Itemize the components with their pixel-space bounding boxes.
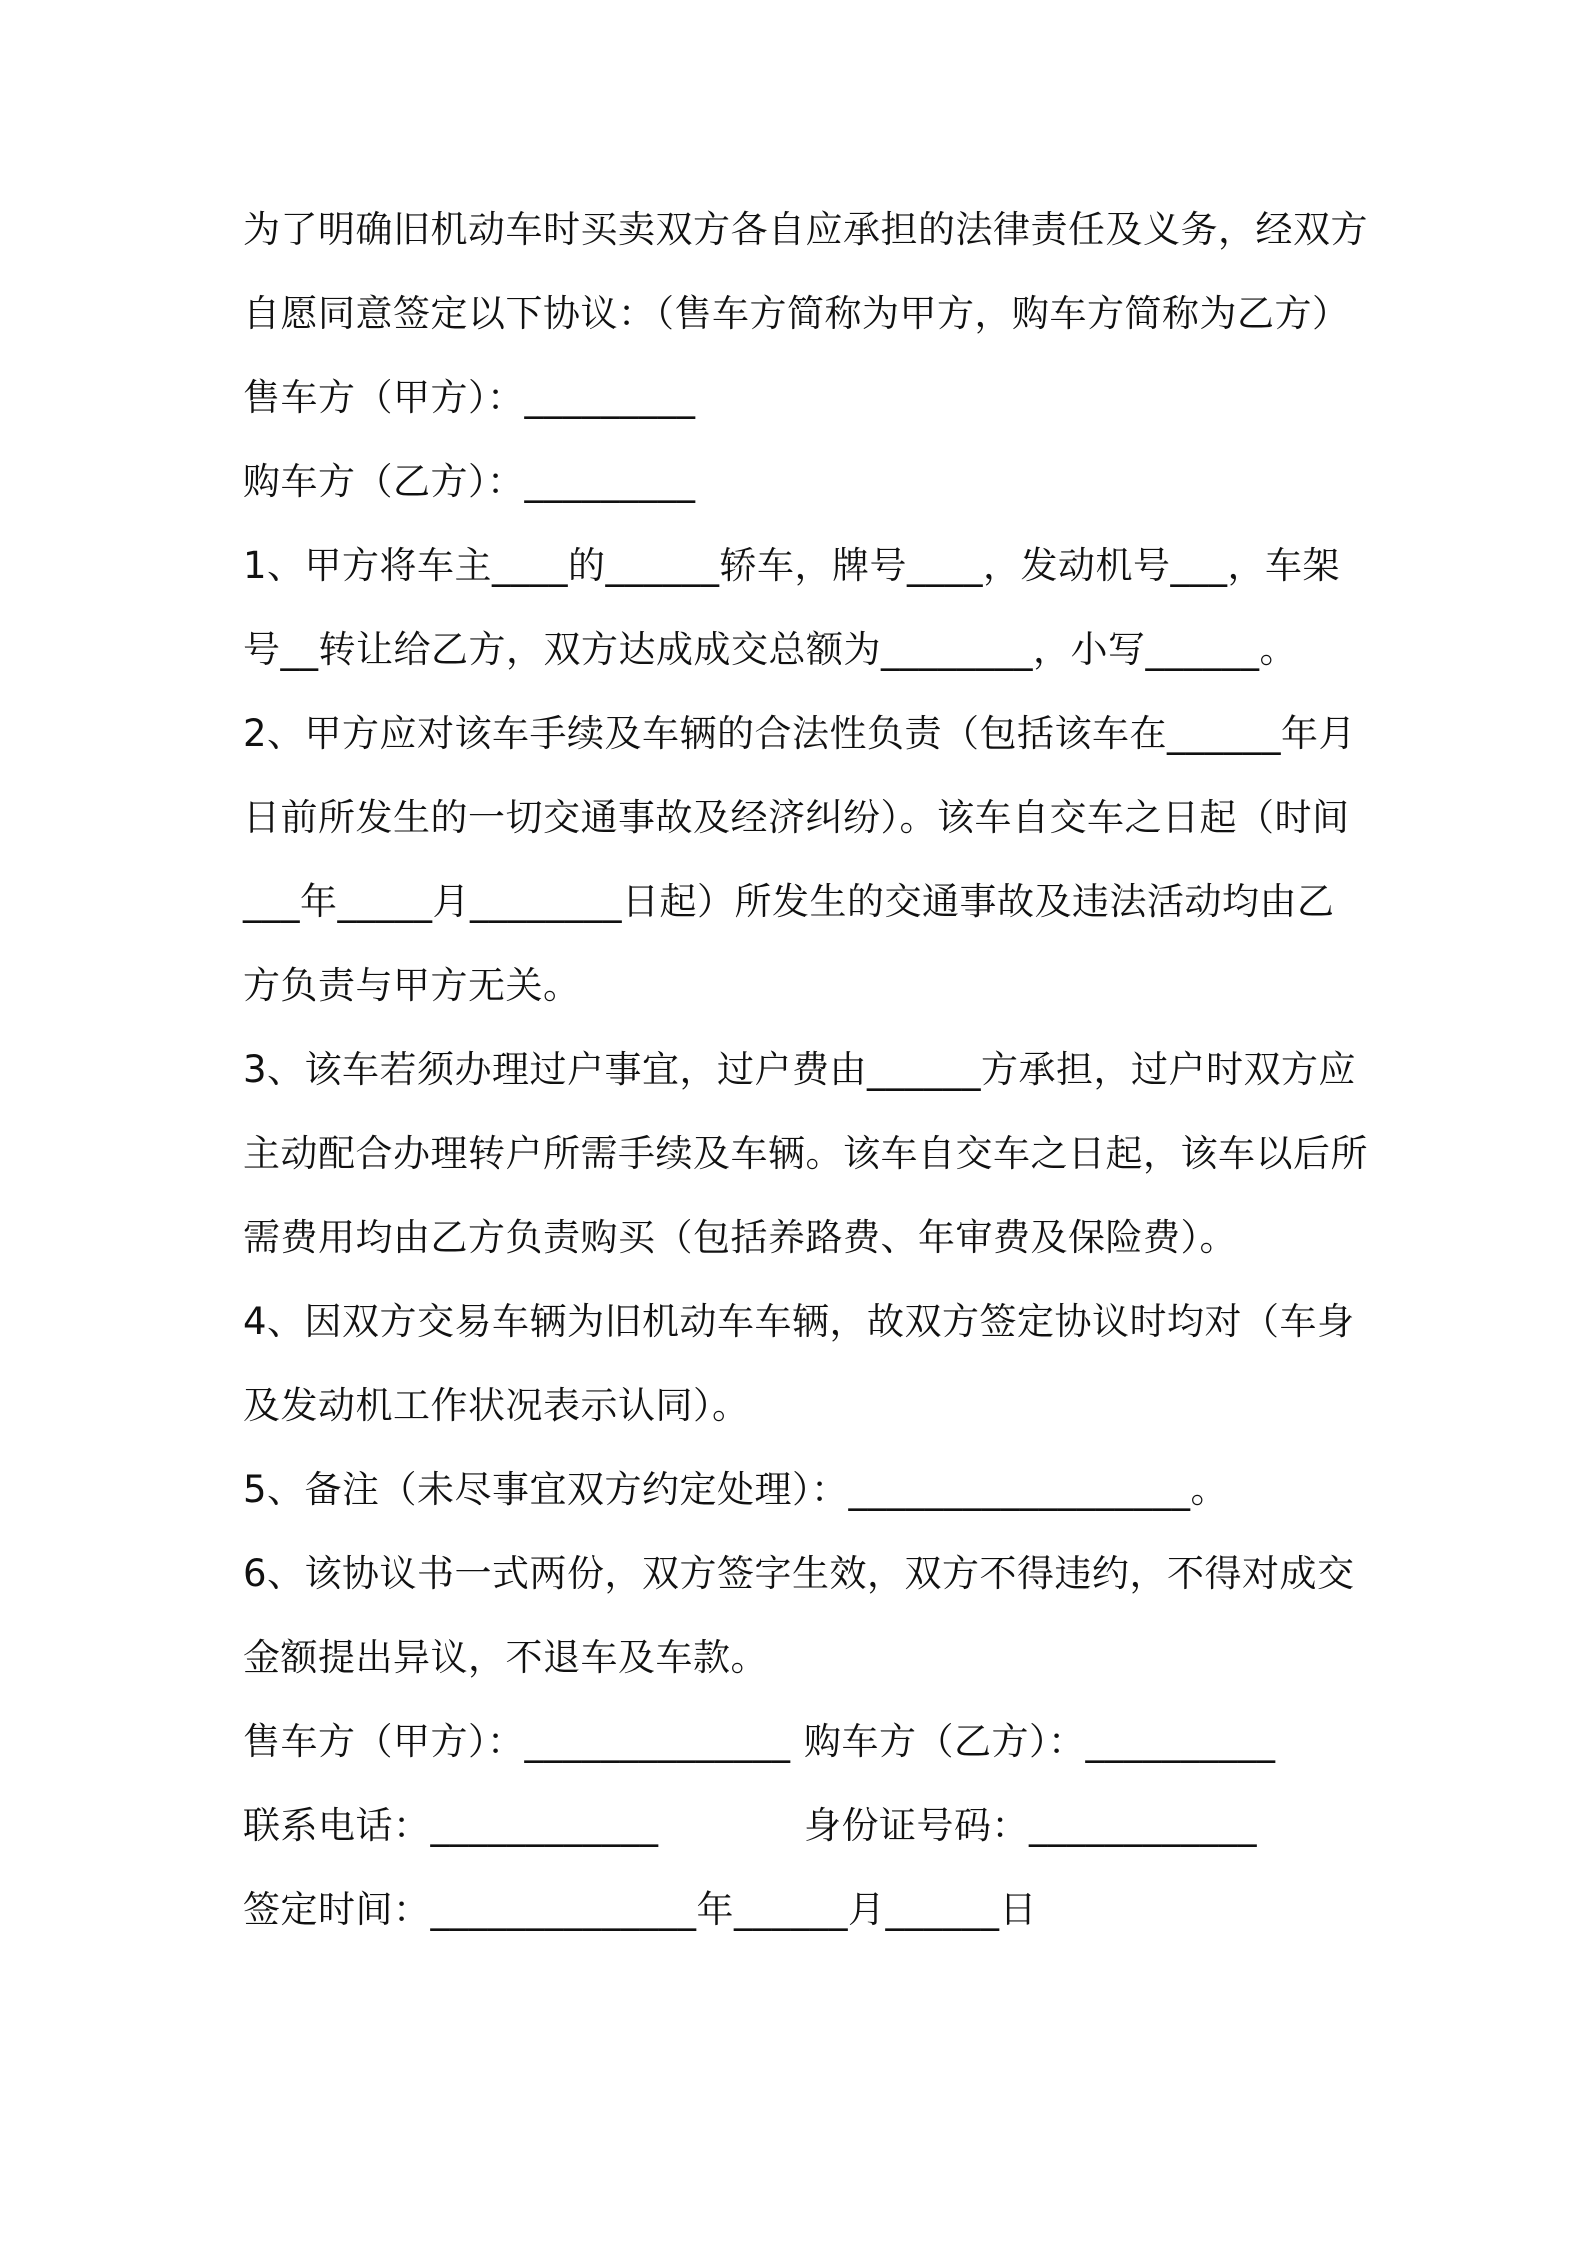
clause-6-line-1: 6、该协议书一式两份，双方签字生效，双方不得违约，不得对成交 — [243, 1552, 1355, 1595]
signature-date: 签定时间：______________年______月______日 — [243, 1888, 1037, 1931]
clause-1-line-1: 1、甲方将车主____的______轿车，牌号____，发动机号___，车架 — [243, 544, 1341, 587]
clause-2-line-4: 方负责与甲方无关。 — [243, 964, 581, 1007]
clause-2-line-2: 日前所发生的一切交通事故及经济纠纷）。该车自交车之日起（时间 — [243, 796, 1350, 839]
clause-3-line-3: 需费用均由乙方负责购买（包括养路费、年审费及保险费）。 — [243, 1216, 1237, 1259]
clause-1-line-2: 号__转让给乙方，双方达成成交总额为________，小写______。 — [243, 628, 1297, 671]
clause-2-line-3: ___年_____月________日起）所发生的交通事故及违法活动均由乙 — [243, 880, 1335, 923]
clause-3-line-2: 主动配合办理转户所需手续及车辆。该车自交车之日起，该车以后所 — [243, 1132, 1368, 1175]
buyer-field: 购车方（乙方）：_________ — [243, 460, 696, 503]
clause-5: 5、备注（未尽事宜双方约定处理）：__________________。 — [243, 1468, 1229, 1511]
intro-line-2: 自愿同意签定以下协议：（售车方简称为甲方，购车方简称为乙方） — [243, 292, 1350, 335]
signature-id-number: 身份证号码：____________ — [804, 1804, 1257, 1847]
clause-4-line-1: 4、因双方交易车辆为旧机动车车辆，故双方签定协议时均对（车身 — [243, 1300, 1355, 1343]
seller-field: 售车方（甲方）：_________ — [243, 376, 696, 419]
clause-6-line-2: 金额提出异议，不退车及车款。 — [243, 1636, 768, 1679]
clause-3-line-1: 3、该车若须办理过户事宜，过户费由______方承担，过户时双方应 — [243, 1048, 1357, 1091]
signature-seller: 售车方（甲方）：______________ — [243, 1720, 791, 1763]
signature-buyer: 购车方（乙方）：__________ — [804, 1720, 1276, 1763]
intro-line-1: 为了明确旧机动车时买卖双方各自应承担的法律责任及义务，经双方 — [243, 208, 1368, 251]
clause-2-line-1: 2、甲方应对该车手续及车辆的合法性负责（包括该车在______年月 — [243, 712, 1357, 755]
signature-phone: 联系电话：____________ — [243, 1804, 659, 1847]
clause-4-line-2: 及发动机工作状况表示认同）。 — [243, 1384, 750, 1427]
